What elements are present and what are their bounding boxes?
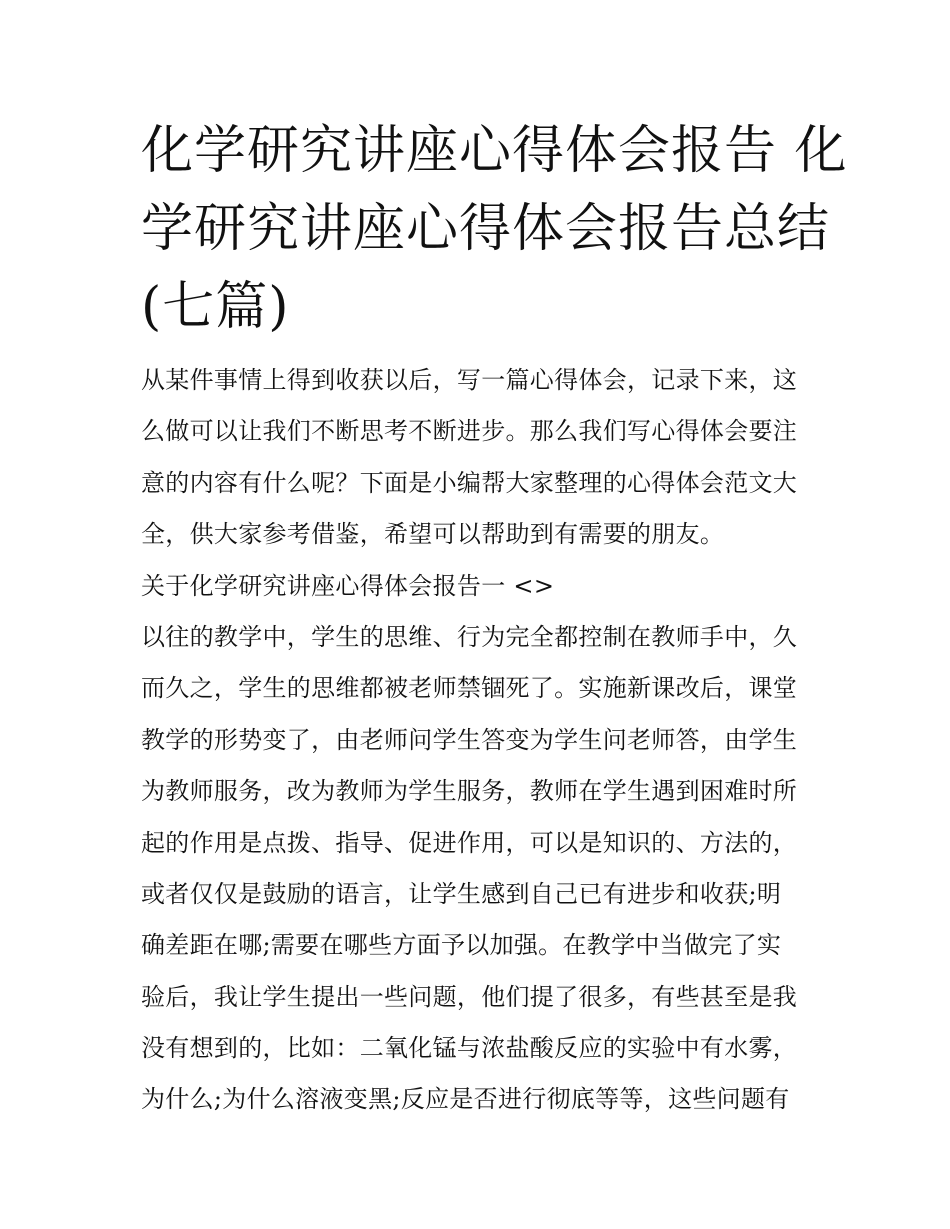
paragraph-line: 以往的教学中，学生的思维、行为完全都控制在教师手中，久 bbox=[141, 622, 798, 651]
paragraph-line: 验后，我让学生提出一些问题，他们提了很多，有些甚至是我 bbox=[141, 982, 798, 1011]
paragraph-line: 为教师服务，改为教师为学生服务，教师在学生遇到困难时所 bbox=[141, 777, 798, 806]
paragraph-line: 起的作用是点拨、指导、促进作用，可以是知识的、方法的， bbox=[141, 828, 798, 857]
paragraph-line: 教学的形势变了，由老师问学生答变为学生问老师答，由学生 bbox=[141, 725, 798, 754]
section-heading: 关于化学研究讲座心得体会报告一 <> bbox=[141, 571, 555, 600]
title-line: (七篇) bbox=[141, 277, 290, 337]
intro-line: 从某件事情上得到收获以后，写一篇心得体会，记录下来，这 bbox=[141, 366, 798, 394]
title-line: 学研究讲座心得体会报告总结 bbox=[141, 199, 831, 259]
paragraph-line: 确差距在哪;需要在哪些方面予以加强。在教学中当做完了实 bbox=[141, 931, 782, 960]
intro-line: 意的内容有什么呢？下面是小编帮大家整理的心得体会范文大 bbox=[141, 468, 798, 497]
paragraph-line: 而久之，学生的思维都被老师禁锢死了。实施新课改后，课堂 bbox=[141, 674, 798, 703]
paragraph-line: 或者仅仅是鼓励的语言，让学生感到自己已有进步和收获;明 bbox=[141, 879, 782, 908]
intro-line: 全，供大家参考借鉴，希望可以帮助到有需要的朋友。 bbox=[141, 520, 725, 549]
title-line: 化学研究讲座心得体会报告 化 bbox=[141, 121, 848, 181]
document-body bbox=[141, 355, 821, 1126]
document-title bbox=[141, 112, 848, 346]
intro-line: 么做可以让我们不断思考不断进步。那么我们写心得体会要注 bbox=[141, 417, 798, 446]
paragraph-line: 没有想到的，比如：二氧化锰与浓盐酸反应的实验中有水雾， bbox=[141, 1034, 798, 1063]
paragraph-line: 为什么;为什么溶液变黑;反应是否进行彻底等等，这些问题有 bbox=[141, 1085, 790, 1114]
